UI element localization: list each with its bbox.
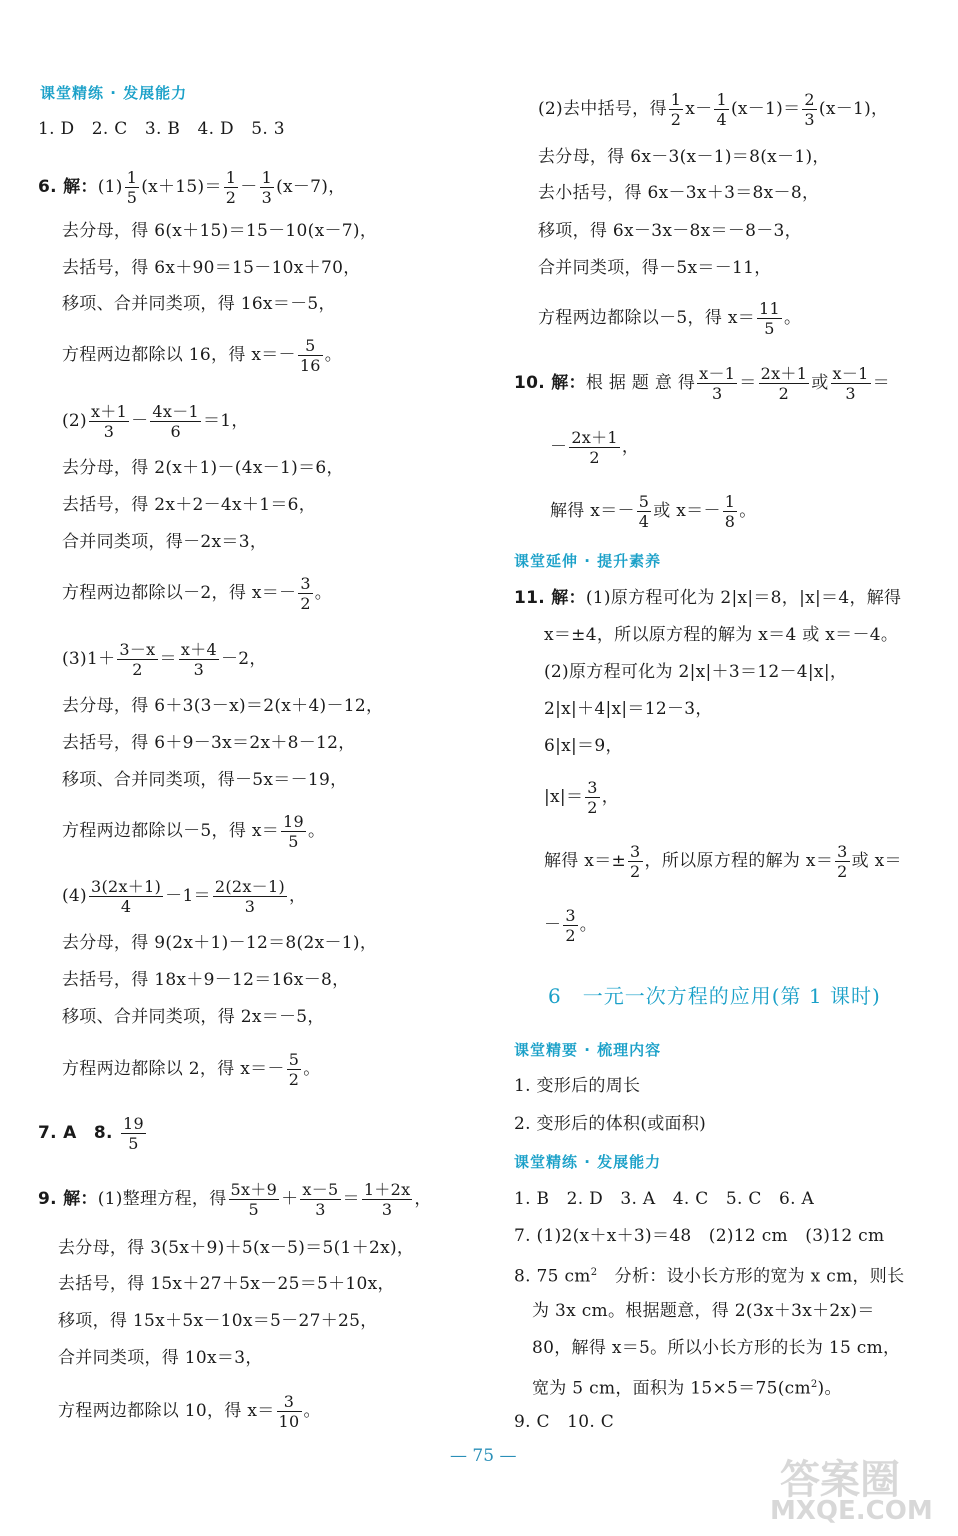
- section-header-summary: 课堂精要 · 梳理内容: [514, 1041, 662, 1059]
- q9-p1-step1: 去分母，得 3(5x＋9)＋5(x－5)＝5(1＋2x)，: [58, 1238, 415, 1258]
- q6-p2-step1: 去分母，得 2(x＋1)－(4x－1)＝6，: [62, 458, 344, 478]
- page-number: — 75 —: [450, 1446, 517, 1466]
- answers-1-5: 1. D 2. C 3. B 4. D 5. 3: [38, 119, 285, 139]
- fraction: $\frac{5x+9}{5}$: [230, 1180, 278, 1219]
- q6-p1-step2: 去括号，得 6x＋90＝15－10x＋70，: [62, 258, 361, 278]
- answers-7-8: 7. A 8. $\frac{19}{5}$: [38, 1114, 144, 1153]
- fraction: $\frac{1}{3}$: [261, 168, 273, 207]
- fraction: $\frac{1}{8}$: [724, 492, 736, 531]
- fraction: $\frac{3}{2}$: [837, 842, 848, 881]
- q9-p2-step5: 方程两边都除以－5，得 x＝ $\frac{11}{5}$ 。: [538, 299, 802, 338]
- answer-8-line2: 为 3x cm。根据题意，得 2(3x＋3x＋2x)＝: [532, 1301, 875, 1321]
- q10-line3: 解得 x＝－ $\frac{5}{4}$ 或 x＝－ $\frac{1}{8}$ 。: [550, 492, 757, 531]
- fraction: $\frac{2}{3}$: [804, 90, 815, 129]
- q9-label: 9. 解：: [38, 1189, 98, 1209]
- q11-line8: － $\frac{3}{2}$ 。: [544, 906, 598, 945]
- fraction: $\frac{3}{2}$: [300, 574, 311, 613]
- answer-8-line3: 80，解得 x＝5。所以小长方形的长为 15 cm，: [532, 1338, 901, 1358]
- q10-line1: 10. 解：根 据 题 意 得 $\frac{x-1}{3}$ ＝ $\frac{2x+1}{2}$ 或 $\frac{x-1}{3}$ ＝: [514, 364, 890, 403]
- q6-p4-step1: 去分母，得 9(2x＋1)－12＝8(2x－1)，: [62, 933, 378, 953]
- q9-p2-step1: 去分母，得 6x－3(x－1)＝8(x－1)，: [538, 147, 830, 167]
- q9-p1-step5: 方程两边都除以 10，得 x＝ $\frac{3}{10}$ 。: [58, 1392, 321, 1431]
- answers-9-10: 9. C 10. C: [514, 1412, 615, 1432]
- section-header-practice: 课堂精练 · 发展能力: [40, 84, 188, 102]
- q6-label: 6. 解：: [38, 177, 98, 197]
- q10-line2: － $\frac{2x+1}{2}$ ，: [550, 428, 640, 467]
- q6-part2-equation: (2) $\frac{x+1}{3}$ － $\frac{4x-1}{6}$ ＝1，: [62, 402, 249, 441]
- fraction: $\frac{x-5}{3}$: [302, 1180, 339, 1219]
- fraction: $\frac{1}{5}$: [126, 168, 138, 207]
- q6-p3-step1: 去分母，得 6＋3(3－x)＝2(x＋4)－12，: [62, 696, 384, 716]
- q6-p4-step3: 移项、合并同类项，得 2x＝－5，: [62, 1007, 325, 1027]
- q11-line1: 11. 解：(1)原方程可化为 2|x|＝8，|x|＝4，解得: [514, 588, 902, 608]
- fraction: $\frac{5}{4}$: [638, 492, 650, 531]
- fraction: $\frac{2(2x-1)}{3}$: [214, 877, 286, 916]
- q9-p1-step3: 移项，得 15x＋5x－10x＝5－27＋25，: [58, 1311, 378, 1331]
- q6-part4-equation: (4) $\frac{3(2x+1)}{4}$ －1＝ $\frac{2(2x-1)}{3}$ ，: [62, 877, 307, 916]
- q11-line7: 解得 x＝± $\frac{3}{2}$ ，所以原方程的解为 x＝ $\frac{3}{2}$ 或 x＝: [544, 842, 902, 881]
- answer-7: 7. (1)2(x＋x＋3)＝48 (2)12 cm (3)12 cm: [514, 1226, 885, 1246]
- q6-p3-step4: 方程两边都除以－5，得 x＝ $\frac{19}{5}$ 。: [62, 812, 326, 851]
- fraction: $\frac{x-1}{3}$: [699, 364, 736, 403]
- fraction: $\frac{19}{5}$: [283, 812, 304, 851]
- fraction: $\frac{3}{2}$: [565, 906, 576, 945]
- fraction: $\frac{2x+1}{2}$: [760, 364, 808, 403]
- answers-1-6: 1. B 2. D 3. A 4. C 5. C 6. A: [514, 1189, 815, 1209]
- q6-p2-step3: 合并同类项，得－2x＝3，: [62, 532, 268, 552]
- section-header-extension: 课堂延伸 · 提升素养: [514, 552, 662, 570]
- key-point-2: 2. 变形后的体积(或面积): [514, 1114, 707, 1134]
- fraction: $\frac{4x-1}{6}$: [152, 402, 199, 441]
- fraction: $\frac{x-1}{3}$: [832, 364, 869, 403]
- q11-line2: x＝±4，所以原方程的解为 x＝4 或 x＝－4。: [544, 625, 899, 645]
- q9-p2-step4: 合并同类项，得－5x＝－11，: [538, 258, 772, 278]
- q11-line6: |x|＝ $\frac{3}{2}$ ，: [544, 778, 620, 817]
- q11-line3: (2)原方程可化为 2|x|＋3＝12－4|x|，: [544, 662, 848, 682]
- answer-8-line1: 8. 75 $cm^2$ 分析：设小长方形的宽为 x cm，则长: [514, 1266, 905, 1287]
- fraction: $\frac{1+2x}{3}$: [363, 1180, 411, 1219]
- q6-p2-step2: 去括号，得 2x＋2－4x＋1＝6，: [62, 495, 317, 515]
- fraction: $\frac{1}{2}$: [225, 168, 237, 207]
- q6-p4-step4: 方程两边都除以 2，得 x＝－ $\frac{5}{2}$ 。: [62, 1050, 321, 1089]
- q11-label: 11. 解：: [514, 588, 586, 608]
- fraction: $\frac{3}{2}$: [587, 778, 598, 817]
- q6-p1-step3: 移项、合并同类项，得 16x＝－5，: [62, 294, 336, 314]
- q11-line4: 2|x|＋4|x|＝12－3，: [544, 699, 713, 719]
- q9-part1-equation: 9. 解：(1)整理方程，得 $\frac{5x+9}{5}$ ＋ $\frac{x-5}{3}$ ＝ $\frac{1+2x}{3}$ ，: [38, 1180, 432, 1219]
- q6-part3-equation: (3)1＋ $\frac{3-x}{2}$ ＝ $\frac{x+4}{3}$ －2，: [62, 640, 267, 679]
- section-title: 6 一元一次方程的应用(第 1 课时): [548, 984, 881, 1008]
- q6-p4-step2: 去括号，得 18x＋9－12＝16x－8，: [62, 970, 350, 990]
- fraction: $\frac{5}{16}$: [299, 336, 321, 375]
- section-header-practice-2: 课堂精练 · 发展能力: [514, 1153, 662, 1171]
- q9-p2-step3: 移项，得 6x－3x－8x＝－8－3，: [538, 221, 802, 241]
- q6-p2-step4: 方程两边都除以－2，得 x＝－ $\frac{3}{2}$ 。: [62, 574, 333, 613]
- fraction: $\frac{1}{4}$: [716, 90, 727, 129]
- q9-part2-equation: (2)去中括号，得 $\frac{1}{2}$ x－ $\frac{1}{4}$ (x－1)＝ $\frac{2}{3}$ (x－1)，: [538, 90, 889, 129]
- key-point-1: 1. 变形后的周长: [514, 1076, 641, 1096]
- q6-p3-step2: 去括号，得 6＋9－3x＝2x＋8－12，: [62, 733, 356, 753]
- q6-p1-step4: 方程两边都除以 16，得 x＝－ $\frac{5}{16}$ 。: [62, 336, 343, 375]
- q10-label: 10. 解：: [514, 373, 586, 393]
- watermark-url: MXQE.COM: [770, 1496, 933, 1526]
- q6-p3-step3: 移项、合并同类项，得－5x＝－19，: [62, 770, 348, 790]
- watermark-logo: 答案圈: [780, 1457, 900, 1503]
- fraction: $\frac{11}{5}$: [759, 299, 780, 338]
- fraction: $\frac{2x+1}{2}$: [571, 428, 618, 467]
- fraction: $\frac{x+1}{3}$: [90, 402, 128, 441]
- fraction: $\frac{3}{10}$: [278, 1392, 300, 1431]
- fraction: $\frac{3-x}{2}$: [119, 640, 156, 679]
- q11-line5: 6|x|＝9，: [544, 736, 623, 756]
- q9-p2-step2: 去小括号，得 6x－3x＋3＝8x－8，: [538, 183, 820, 203]
- q6-part1-equation: 6. 解：(1) $\frac{1}{5}$ (x＋15)＝ $\frac{1}{2}$ － $\frac{1}{3}$ (x－7)，: [38, 168, 346, 207]
- fraction: $\frac{5}{2}$: [288, 1050, 300, 1089]
- fraction: $\frac{19}{5}$: [122, 1114, 144, 1153]
- fraction: $\frac{3(2x+1)}{4}$: [90, 877, 162, 916]
- answer-8-line4: 宽为 5 cm，面积为 $15\times 5=75(cm^2)$。: [532, 1378, 842, 1399]
- q9-p1-step4: 合并同类项，得 10x＝3，: [58, 1348, 263, 1368]
- q9-p1-step2: 去括号，得 15x＋27＋5x－25＝5＋10x，: [58, 1274, 395, 1294]
- fraction: $\frac{1}{2}$: [670, 90, 682, 129]
- fraction: $\frac{3}{2}$: [630, 842, 641, 881]
- fraction: $\frac{x+4}{3}$: [180, 640, 217, 679]
- q6-p1-step1: 去分母，得 6(x＋15)＝15－10(x－7)，: [62, 221, 378, 241]
